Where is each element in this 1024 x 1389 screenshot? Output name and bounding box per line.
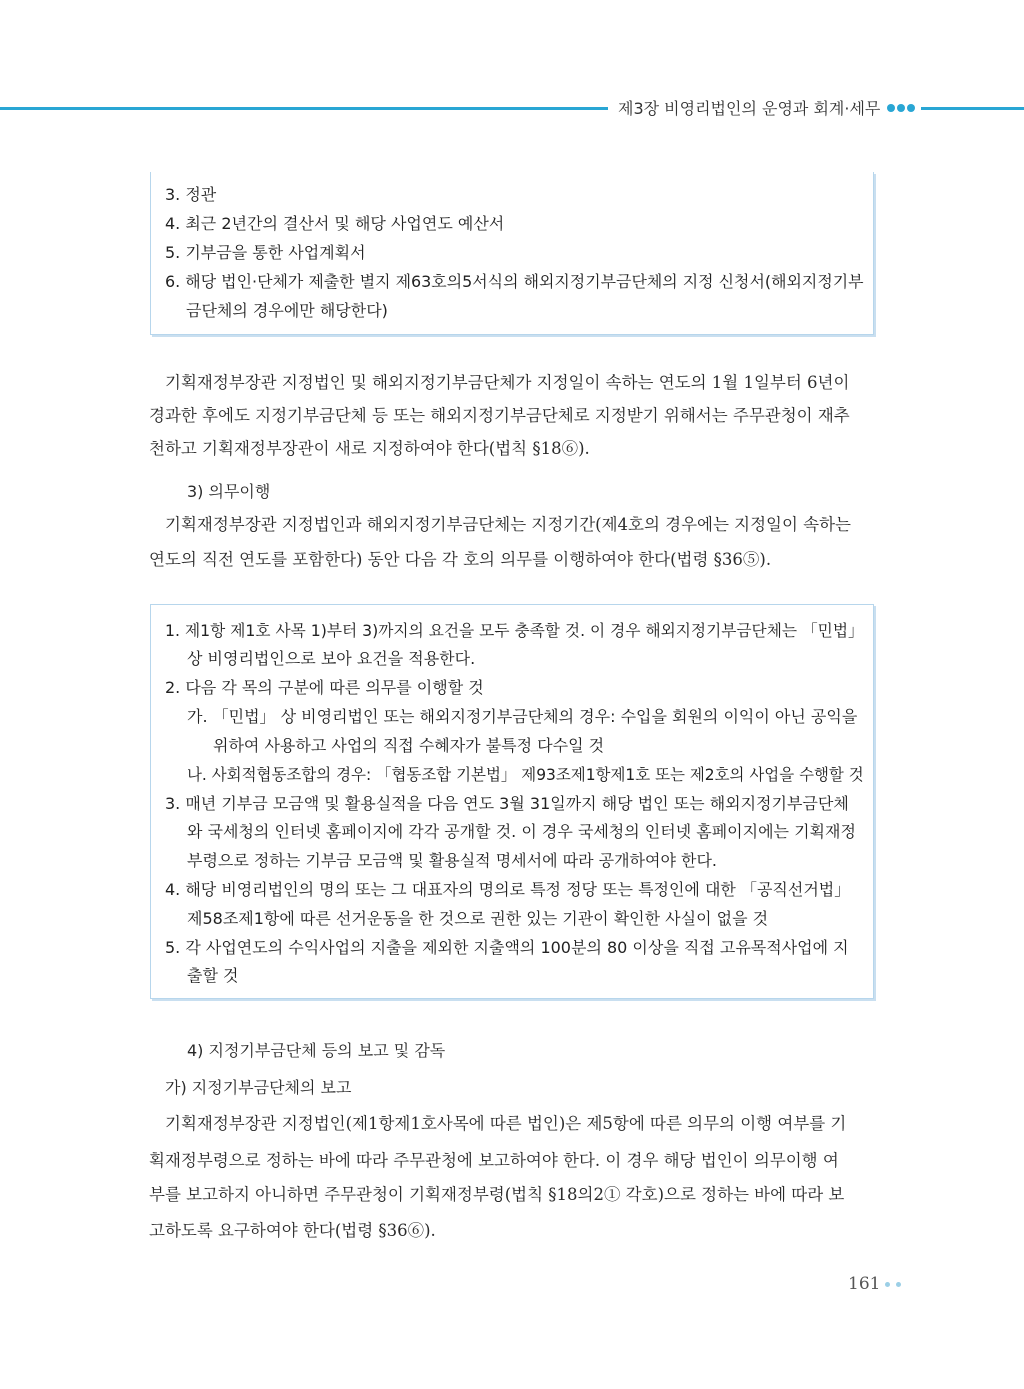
page-number-dots — [885, 1282, 901, 1287]
page-dot — [896, 1282, 901, 1287]
body-paragraph-line: 천하고 기획재정부장관이 새로 지정하여야 한다(법칙 §18⑥). — [149, 439, 590, 458]
header-dot — [897, 104, 905, 112]
box1-line: 3. 정관 — [165, 185, 217, 204]
chapter-title: 제3장 비영리법인의 운영과 회계·세무 — [618, 99, 881, 118]
box2-line: 나. 사회적협동조합의 경우: 「협동조합 기본법」 제93조제1항제1호 또는 제2호의 사업을 수행할 것 — [187, 765, 864, 784]
box2-line: 부령으로 정하는 기부금 모금액 및 활용실적 명세서에 따라 공개하여야 한다. — [187, 851, 717, 870]
box2-line: 5. 각 사업연도의 수익사업의 지출을 제외한 지출액의 100분의 80 이상을 직접 고유목적사업에 지 — [165, 938, 849, 957]
body-paragraph-line: 고하도록 요구하여야 한다(법령 §36⑥). — [149, 1221, 436, 1240]
box2-line: 3. 매년 기부금 모금액 및 활용실적을 다음 연도 3월 31일까지 해당 법인 또는 해외지정기부금단체 — [165, 794, 849, 813]
body-paragraph-line: 기획재정부장관 지정법인(제1항제1호사목에 따른 법인)은 제5항에 따른 의무의 이행 여부를 기 — [165, 1114, 847, 1133]
box2-line: 제58조제1항에 따른 선거운동을 한 것으로 권한 있는 기관이 확인한 사실이 없을 것 — [187, 909, 769, 928]
section-heading: 3) 의무이행 — [187, 482, 271, 501]
box2-line: 2. 다음 각 목의 구분에 따른 의무를 이행할 것 — [165, 678, 484, 697]
box2-line: 위하여 사용하고 사업의 직접 수혜자가 불특정 다수일 것 — [213, 736, 605, 755]
header-dot — [907, 104, 915, 112]
box2-line: 상 비영리법인으로 보아 요건을 적용한다. — [187, 649, 476, 668]
box1-line: 금단체의 경우에만 해당한다) — [186, 301, 388, 320]
header-rule-left — [0, 107, 608, 110]
body-paragraph-line: 획재정부령으로 정하는 바에 따라 주무관청에 보고하여야 한다. 이 경우 해당 법인이 의무이행 여 — [149, 1151, 839, 1170]
header-rule-right — [921, 107, 1024, 110]
body-paragraph-line: 부를 보고하지 아니하면 주무관청이 기획재정부령(법칙 §18의2① 각호)으로 정하는 바에 따라 보 — [149, 1185, 845, 1204]
page-number: 161 — [848, 1274, 881, 1294]
box1-line: 4. 최근 2년간의 결산서 및 해당 사업연도 예산서 — [165, 214, 505, 233]
box1-line: 5. 기부금을 통한 사업계획서 — [165, 243, 366, 262]
box2-line: 4. 해당 비영리법인의 명의 또는 그 대표자의 명의로 특정 정당 또는 특정인에 대한 「공직선거법」 — [165, 880, 851, 899]
body-paragraph-line: 경과한 후에도 지정기부금단체 등 또는 해외지정기부금단체로 지정받기 위해서는 주무관청이 재추 — [149, 406, 850, 425]
body-paragraph-line: 기획재정부장관 지정법인 및 해외지정기부금단체가 지정일이 속하는 연도의 1월 1일부터 6년이 — [165, 373, 850, 392]
body-paragraph-line: 연도의 직전 연도를 포함한다) 동안 다음 각 호의 의무를 이행하여야 한다(법령 §36⑤). — [149, 550, 772, 569]
box2-line: 1. 제1항 제1호 사목 1)부터 3)까지의 요건을 모두 충족할 것. 이 경우 해외지정기부금단체는 「민법」 — [165, 621, 864, 640]
header-dot — [887, 104, 895, 112]
section-heading: 4) 지정기부금단체 등의 보고 및 감독 — [187, 1041, 446, 1060]
subsection-heading: 가) 지정기부금단체의 보고 — [165, 1078, 352, 1097]
box2-line: 출할 것 — [187, 966, 239, 985]
box2-line: 와 국세청의 인터넷 홈페이지에 각각 공개할 것. 이 경우 국세청의 인터넷 홈페이지에는 기획재정 — [187, 822, 856, 841]
page-dot — [885, 1282, 890, 1287]
box1-line: 6. 해당 법인·단체가 제출한 별지 제63호의5서식의 해외지정기부금단체의 지정 신청서(해외지정기부 — [165, 272, 864, 291]
header-dots — [887, 104, 915, 112]
body-paragraph-line: 기획재정부장관 지정법인과 해외지정기부금단체는 지정기간(제4호의 경우에는 지정일이 속하는 — [165, 515, 851, 534]
box2-line: 가. 「민법」 상 비영리법인 또는 해외지정기부금단체의 경우: 수입을 회원의 이익이 아닌 공익을 — [187, 707, 858, 726]
